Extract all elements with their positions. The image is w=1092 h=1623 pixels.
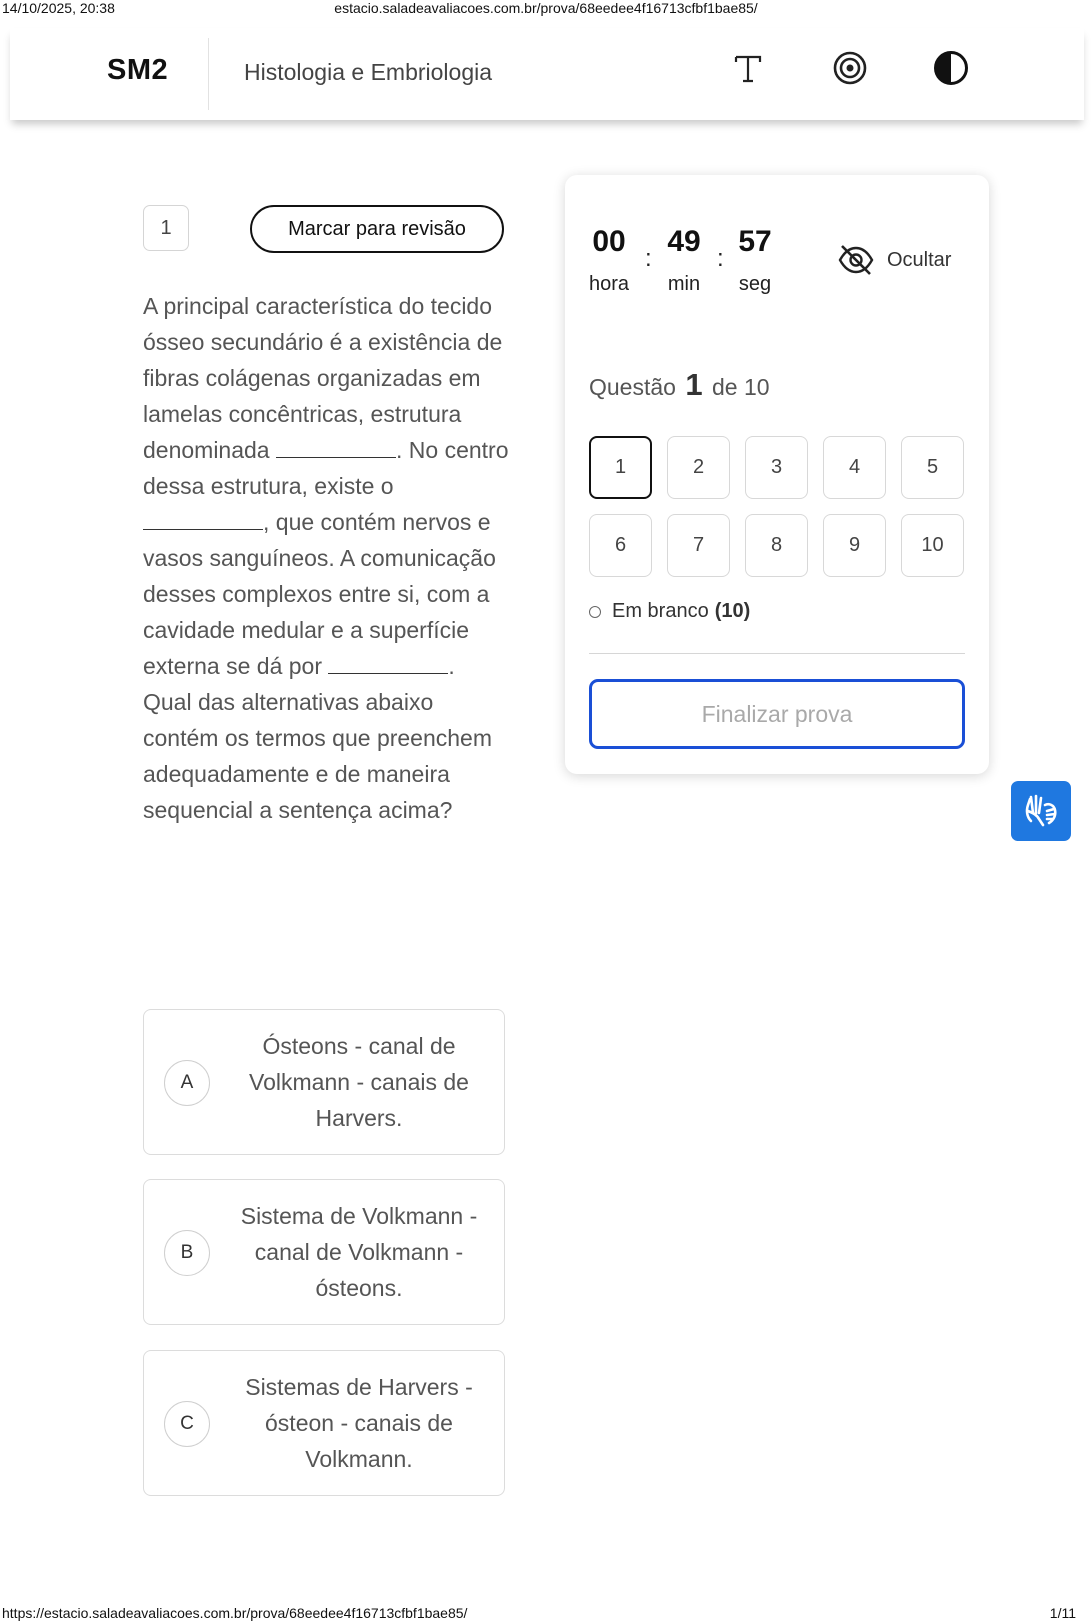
option-text: Sistema de Volkmann - canal de Volkmann - ósteons. [240,1203,478,1301]
print-datetime: 14/10/2025, 20:38 [2,0,115,16]
blank-legend [589,600,750,623]
timer-seconds-label: seg [738,273,772,295]
question-text-1: A principal característica do tecido ósseo secundário é a existência de fibras colágenas organizadas em lamelas concêntricas, estrutura denominada [143,293,503,463]
blank-line [143,505,263,530]
print-url: estacio.saladeavaliacoes.com.br/prova/68eedee4f16713cfbf1bae85/ [334,0,758,16]
contrast-icon[interactable] [931,48,971,88]
timer-seconds-value: 57 [738,225,772,258]
option-letter: A [164,1060,210,1106]
counter-current: 1 [685,367,703,402]
eye-off-icon [837,243,875,277]
timer-hours-value: 00 [592,225,626,258]
question-nav-6[interactable]: 6 [589,514,652,577]
question-nav-3[interactable]: 3 [745,436,808,499]
counter-prefix: Questão [589,374,676,400]
timer-minutes [654,225,714,296]
sign-language-icon[interactable] [1011,781,1071,841]
hide-timer-button[interactable] [837,243,951,277]
question-nav-9[interactable]: 9 [823,514,886,577]
blank-count: (10) [714,600,751,622]
timer-minutes-value: 49 [667,225,701,258]
focus-target-icon[interactable] [830,48,870,88]
counter-suffix: de 10 [711,374,770,400]
question-number: 1 [143,205,189,251]
app-logo: SM2 [107,54,169,86]
question-nav-5[interactable]: 5 [901,436,964,499]
timer-colon: : [645,245,652,272]
timer-colon: : [717,245,724,272]
blank-line [276,433,396,458]
option-b[interactable] [143,1179,505,1325]
question-text-3: , que contém nervos e vasos sanguíneos. A comunicação desses complexos entre si, com a cavidade medular e a superfície externa se dá por [143,509,496,679]
print-header [0,0,1092,18]
blank-status-icon [589,606,601,618]
option-c[interactable] [143,1350,505,1496]
question-statement [143,288,513,828]
timer-hours [579,225,639,296]
blank-label: Em branco [612,600,709,622]
timer-minutes-label: min [667,273,701,295]
question-text-2: . No centro dessa estrutura, existe o [143,437,509,499]
finish-exam-button[interactable]: Finalizar prova [589,679,965,749]
top-header [10,28,1084,120]
question-text-4: . [448,653,455,679]
question-nav-7[interactable]: 7 [667,514,730,577]
option-letter: C [164,1401,210,1447]
option-letter: B [164,1230,210,1276]
option-text: Ósteons - canal de Volkmann - canais de Harvers. [249,1033,469,1131]
blank-line [328,649,448,674]
panel-divider [589,653,965,654]
question-nav-8[interactable]: 8 [745,514,808,577]
font-size-icon[interactable] [728,48,768,88]
timer-hours-label: hora [588,273,630,295]
question-prompt: Qual das alternativas abaixo contém os termos que preenchem adequadamente e de maneira sequencial a sentença acima? [143,689,493,823]
option-a[interactable] [143,1009,505,1155]
question-counter [589,367,770,403]
question-nav-4[interactable]: 4 [823,436,886,499]
exam-side-panel [565,175,989,774]
header-divider [208,38,209,110]
option-text: Sistemas de Harvers - ósteon - canais de Volkmann. [245,1374,473,1472]
question-nav-1[interactable]: 1 [589,436,652,499]
mark-for-review-button[interactable]: Marcar para revisão [250,205,504,253]
hide-timer-label: Ocultar [887,248,952,271]
course-title: Histologia e Embriologia [244,59,493,85]
print-footer [0,1603,1092,1623]
print-page-number: 1/11 [1049,1605,1076,1621]
print-footer-url: https://estacio.saladeavaliacoes.com.br/prova/68eedee4f16713cfbf1bae85/ [2,1605,468,1621]
question-nav-2[interactable]: 2 [667,436,730,499]
timer-seconds [725,225,785,296]
question-nav-10[interactable]: 10 [901,514,964,577]
